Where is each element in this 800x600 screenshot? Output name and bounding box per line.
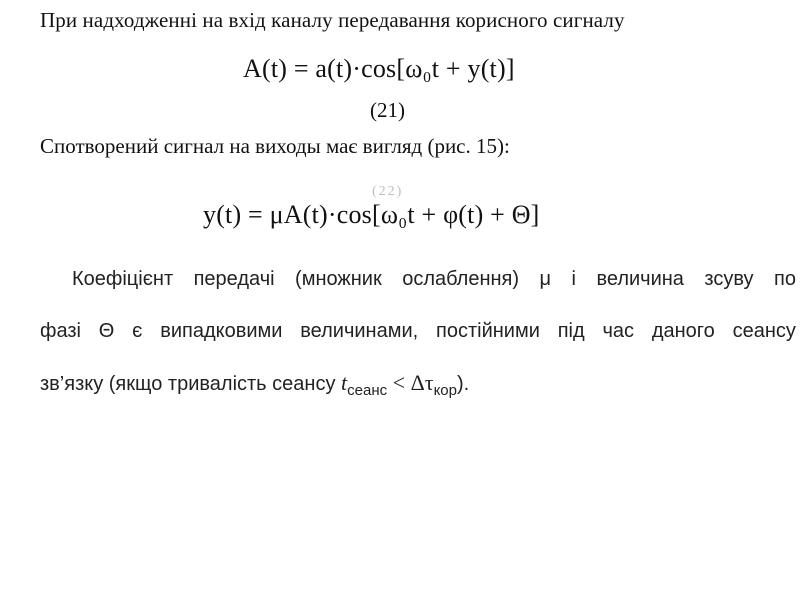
word: по [774, 268, 796, 290]
line3-prefix: зв’язку (якщо тривалість сеансу [40, 373, 336, 395]
paragraph-line-2 [40, 320, 796, 343]
session-subscript: сеанс [347, 382, 388, 399]
formula-distorted-signal: y(t) = μA(t)·cos[ω₀t + φ(t) + Θ] [203, 200, 540, 229]
equation-number: (21) [370, 98, 405, 122]
word: зсуву [704, 268, 754, 290]
word: передачі [193, 268, 275, 290]
word: ослаблення) [402, 268, 520, 290]
theta-symbol: Θ [98, 320, 115, 342]
word: сеансу [732, 320, 796, 342]
word: під [557, 320, 585, 342]
intro-text-line: При надходженні на вхід каналу передавання корисного сигналу [40, 8, 625, 32]
word: є [132, 320, 143, 342]
correlation-relation: < Δτ [392, 370, 434, 395]
paragraph-line-3 [40, 370, 469, 399]
word: постійними [436, 320, 540, 342]
distorted-signal-text-line: Спотворений сигнал на виходы має вигляд (рис. 15): [40, 134, 510, 158]
word: величина [596, 268, 684, 290]
mu-symbol: μ [539, 268, 552, 290]
word: фазі [40, 320, 81, 342]
correlation-subscript: кор [433, 382, 457, 399]
word: даного [651, 320, 715, 342]
paragraph-line-1 [72, 268, 796, 291]
word: (множник [295, 268, 382, 290]
formula-received-signal: A(t) = a(t)·cos[ω₀t + y(t)] [243, 54, 515, 83]
word: величинами, [300, 320, 419, 342]
session-time-variable: t [341, 370, 348, 395]
word: випадковими [160, 320, 283, 342]
faded-equation-number: (22) [372, 184, 404, 199]
line3-suffix: ). [457, 373, 470, 395]
word: і [571, 268, 576, 290]
word: час [602, 320, 635, 342]
word: Коефіцієнт [72, 268, 174, 290]
